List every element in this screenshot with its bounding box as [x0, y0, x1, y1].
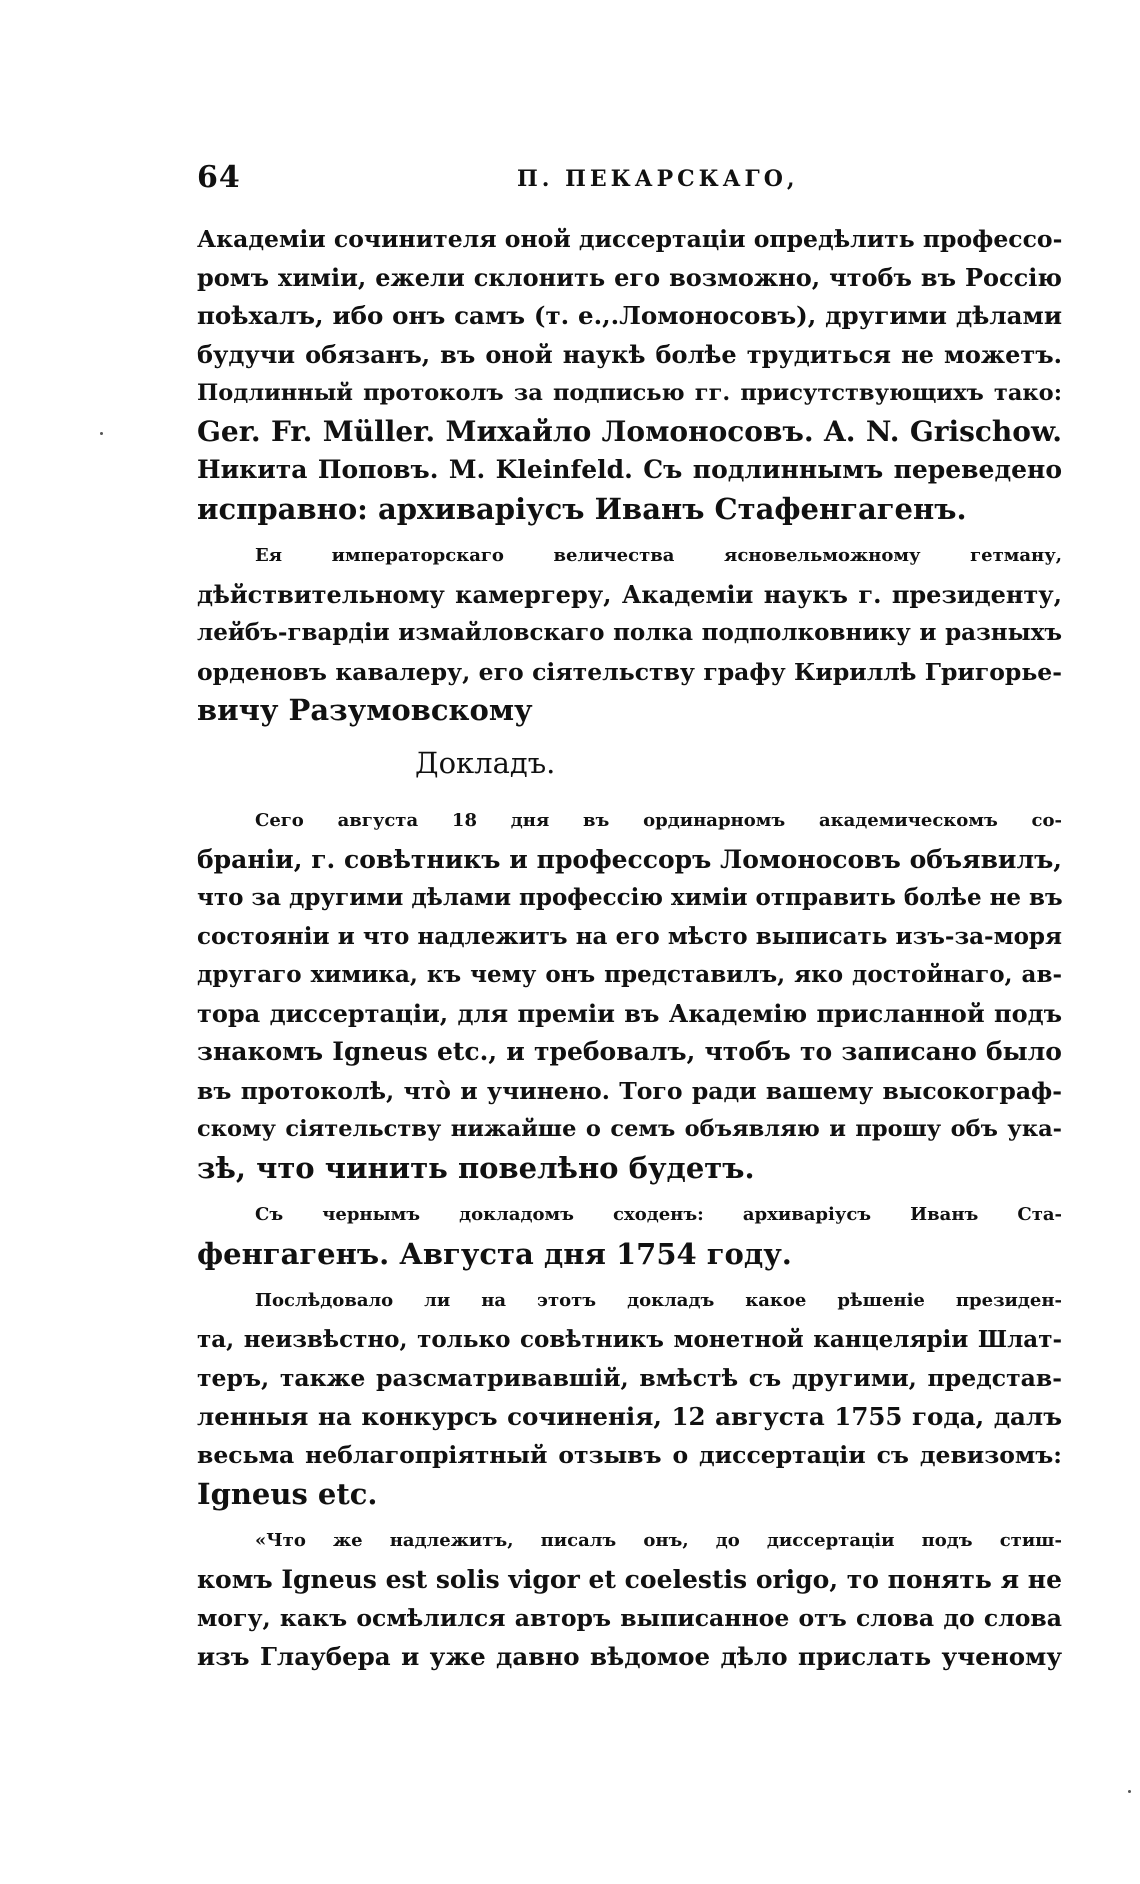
- text-line: Ея императорскаго величества ясновельможному гетману,: [255, 545, 1062, 566]
- text-line: лейбъ-гвардіи измайловскаго полка подполковнику и разныхъ: [197, 619, 1062, 646]
- text-line: состояніи и что надлежитъ на его мѣсто выписать изъ-за-моря: [197, 922, 1062, 950]
- text-line: знакомъ Igneus etc., и требовалъ, чтобъ то записано было: [197, 1037, 1062, 1066]
- paragraph: [197, 1522, 1062, 1676]
- text-line: Ger. Fr. Müller. Михайло Ломоносовъ. A. N. Grischow.: [197, 414, 1062, 448]
- text-line: могу, какъ осмѣлился авторъ выписанное отъ слова до слова: [197, 1604, 1062, 1632]
- text-line: что за другими дѣлами профессію химіи отправить болѣе не въ: [197, 884, 1063, 911]
- text-line: та, неизвѣстно, только совѣтникъ монетной канцеляріи Шлат-: [197, 1325, 1062, 1353]
- paragraph: [197, 537, 1062, 730]
- text-line: вичу Разумовскому: [197, 693, 533, 727]
- text-line: въ протоколѣ, чтò и учинено. Того ради вашему высокограф-: [197, 1076, 1062, 1105]
- page-number: 64: [197, 160, 241, 195]
- scan-speck: [100, 432, 103, 435]
- text-line: теръ, также разсматривавшій, вмѣстѣ съ другими, представ-: [197, 1364, 1062, 1392]
- text-line: Никита Поповъ. M. Kleinfeld. Съ подлиннымъ переведено: [197, 455, 1062, 484]
- text-line: Сего августа 18 дня въ ординарномъ академическомъ со-: [255, 810, 1062, 831]
- paragraph: [197, 1196, 1062, 1273]
- text-line: скому сіятельству нижайше о семъ объявляю и прошу объ ука-: [197, 1116, 1062, 1142]
- scan-speck: [1128, 1790, 1131, 1793]
- text-line: ленныя на конкурсъ сочиненія, 12 августа 1755 года, далъ: [197, 1401, 1062, 1431]
- text-line: Послѣдовало ли на этотъ докладъ какое рѣшеніе президен-: [255, 1290, 1062, 1311]
- paragraph: [197, 802, 1062, 1187]
- text-line: «Что же надлежитъ, писалъ онъ, до диссертаціи подъ стиш-: [255, 1530, 1062, 1551]
- text-line: Академіи сочинителя оной диссертаціи опредѣлить профессо-: [197, 225, 1063, 253]
- running-title: П. ПЕКАРСКАГО,: [517, 166, 799, 192]
- page-header: [197, 160, 1062, 200]
- text-line: Igneus etc.: [197, 1476, 378, 1511]
- text-line: орденовъ кавалеру, его сіятельству графу Кириллѣ Григорье-: [197, 657, 1062, 686]
- text-line: дѣйствительному камергеру, Академіи наукъ г. президенту,: [197, 579, 1062, 609]
- text-line: фенгагенъ. Августа дня 1754 году.: [197, 1236, 792, 1271]
- text-line: исправно: архиваріусъ Иванъ Стафенгагенъ.: [197, 491, 967, 526]
- text-line: браніи, г. совѣтникъ и профессоръ Ломоносовъ объявилъ,: [197, 844, 1062, 874]
- text-line: ромъ химіи, ежели склонить его возможно, чтобъ въ Россію: [197, 262, 1062, 292]
- text-line: комъ Igneus est solis vigor et coelestis origo, то понять я не: [197, 1564, 1062, 1594]
- paragraph: [197, 220, 1062, 528]
- text-line: будучи обязанъ, въ оной наукѣ болѣе трудиться не можетъ.: [197, 339, 1062, 369]
- text-line: весьма неблагопріятный отзывъ о диссертаціи съ девизомъ:: [197, 1441, 1062, 1469]
- text-line: Подлинный протоколъ за подписью гг. присутствующихъ тако:: [197, 380, 1062, 406]
- text-line: Съ чернымъ докладомъ сходенъ: архиваріусъ Иванъ Ста-: [255, 1204, 1062, 1225]
- paragraph: [197, 1282, 1062, 1513]
- text-line: изъ Глаубера и уже давно вѣдомое дѣло прислать ученому: [197, 1641, 1062, 1671]
- text-line: другаго химика, къ чему онъ представилъ, яко достойнаго, ав-: [197, 961, 1062, 988]
- section-heading: Докладъ.: [415, 745, 556, 780]
- body-text: [197, 220, 1062, 1685]
- text-line: поѣхалъ, ибо онъ самъ (т. е.,.Ломоносовъ), другими дѣлами: [197, 301, 1062, 330]
- text-line: тора диссертаціи, для преміи въ Академію присланной подъ: [197, 998, 1062, 1028]
- text-line: зѣ, что чинить повелѣно будетъ.: [197, 1150, 755, 1185]
